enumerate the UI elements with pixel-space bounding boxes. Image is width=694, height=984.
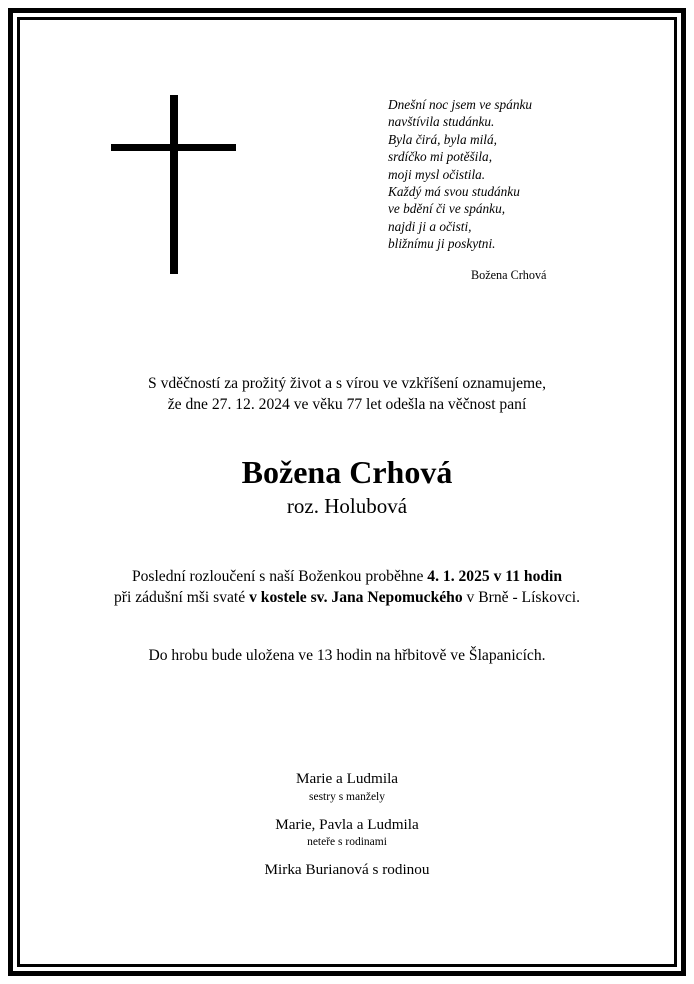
mourner-name: Marie, Pavla a Ludmila xyxy=(275,816,419,833)
cross-horizontal-bar xyxy=(111,144,236,151)
announcement-line: S vděčností za prožitý život a s vírou ve vzkříšení oznamujeme, xyxy=(148,375,546,392)
mourner-relation: neteře s rodinami xyxy=(307,836,387,848)
poem-line: Byla čirá, byla milá, xyxy=(388,131,497,147)
poem-line: Dnešní noc jsem ve spánku xyxy=(388,97,533,112)
farewell-line-2 xyxy=(40,588,654,609)
farewell-line-1 xyxy=(40,567,654,588)
poem-line: bližnímu ji poskytni. xyxy=(388,236,496,252)
farewell-text: Poslední rozloučení s naší Boženkou proběhne xyxy=(131,568,428,585)
poem-line: ve bdění či ve spánku, xyxy=(388,201,506,217)
announcement xyxy=(40,373,654,415)
burial-info: Do hrobu bude uložena ve 13 hodin na hřbitově ve Šlapanicích. xyxy=(148,647,546,664)
farewell-church: v kostele sv. Jana Nepomuckého xyxy=(249,588,463,606)
announcement-line: že dne 27. 12. 2024 ve věku 77 let odešla na věčnost paní xyxy=(167,396,527,413)
poem-line: navštívila studánku. xyxy=(388,114,495,130)
poem-author: Božena Crhová xyxy=(471,268,547,282)
mourner-name: Marie a Ludmila xyxy=(295,770,399,787)
farewell-text: při zádušní mši svaté xyxy=(113,588,250,606)
deceased-name: Božena Crhová xyxy=(241,454,453,490)
poem-line: moji mysl očistila. xyxy=(388,166,486,182)
poem-line: srdíčko mi potěšila, xyxy=(388,149,493,165)
mourner-relation: sestry s manžely xyxy=(308,791,385,803)
farewell-info xyxy=(40,567,654,608)
mourner-name: Mirka Burianová s rodinou xyxy=(264,861,430,878)
maiden-name: roz. Holubová xyxy=(286,494,408,518)
farewell-location: v Brně - Lískovci. xyxy=(462,588,581,606)
farewell-datetime: 4. 1. 2025 v 11 hodin xyxy=(427,568,563,585)
cross-vertical-bar xyxy=(170,95,178,274)
poem xyxy=(388,96,628,253)
poem-line: Každý má svou studánku xyxy=(388,184,520,200)
poem-line: najdi ji a očisti, xyxy=(388,218,472,234)
